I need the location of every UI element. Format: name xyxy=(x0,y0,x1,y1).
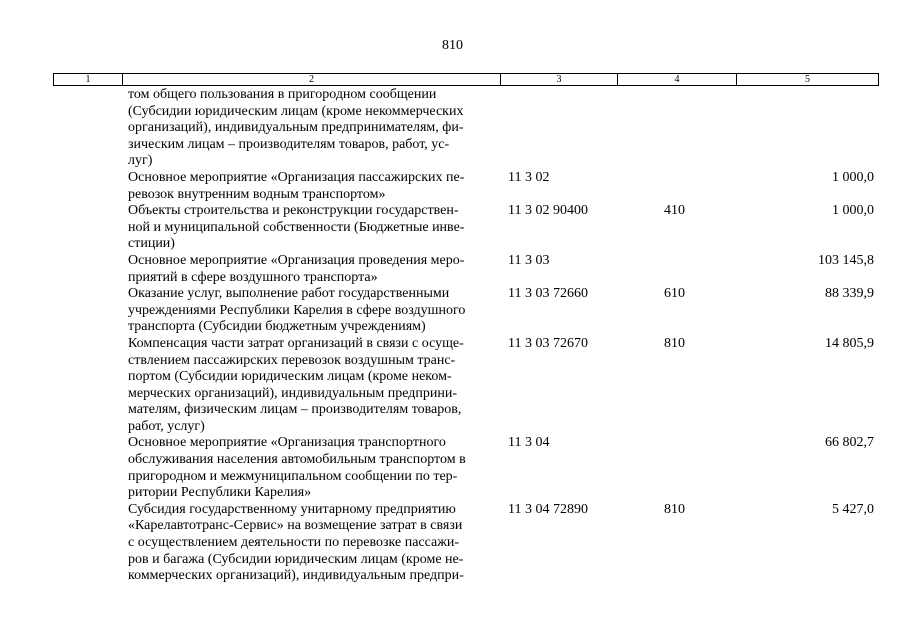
table-row xyxy=(0,87,905,170)
row-description: Основное мероприятие «Организация пассажирских пе- ревозок внутренним водным транспортом» xyxy=(128,169,465,202)
row-amount: 1 000,0 xyxy=(832,169,874,185)
row-code: 11 3 04 xyxy=(508,435,550,451)
row-code: 11 3 03 xyxy=(508,252,550,268)
row-description: Компенсация части затрат организаций в связи с осуще- ствлением пассажирских перевозок воздушным транс- портом (Субсидии юридическим лицам (кроме неком- мерческих организаций), индивидуальным предприни- мателям, физическим лицам – производителям товаров, работ, услуг) xyxy=(128,335,464,434)
row-amount: 103 145,8 xyxy=(818,252,874,268)
table-body xyxy=(0,87,905,585)
table-row xyxy=(0,502,905,585)
header-col-4: 4 xyxy=(618,74,737,85)
row-code: 11 3 02 90400 xyxy=(508,203,588,219)
header-col-1: 1 xyxy=(54,74,123,85)
table-row xyxy=(0,203,905,253)
table-row xyxy=(0,253,905,286)
header-col-3: 3 xyxy=(501,74,618,85)
row-expense-type xyxy=(664,253,734,286)
row-description: Основное мероприятие «Организация транспортного обслуживания населения автомобильным транспортом в пригородном и межмуниципальном сообщении по тер- ритории Республики Карелия» xyxy=(128,435,466,501)
row-amount: 5 427,0 xyxy=(832,501,874,517)
table-row xyxy=(0,286,905,336)
row-expense-type: 610 xyxy=(664,286,685,302)
header-col-2: 2 xyxy=(123,74,501,85)
row-code: 11 3 03 72660 xyxy=(508,286,588,302)
row-amount xyxy=(734,87,874,170)
row-amount: 66 802,7 xyxy=(825,435,874,451)
table-header xyxy=(53,73,879,86)
row-description: Субсидия государственному унитарному предприятию «Карелавтотранс-Сервис» на возмещение затрат в связи с осуществлением деятельности по перевозке пассажи- ров и багажа (Субсидии юридическим лицам (кроме не- коммерческих организаций), индивидуальным предпри- xyxy=(128,501,464,584)
row-description: Основное мероприятие «Организация проведения меро- приятий в сфере воздушного транспорта» xyxy=(128,252,465,285)
row-expense-type: 810 xyxy=(664,335,685,351)
table-row xyxy=(0,170,905,203)
row-code xyxy=(508,87,608,170)
row-amount: 1 000,0 xyxy=(832,203,874,219)
row-description: том общего пользования в пригородном сообщении (Субсидии юридическим лицам (кроме некоммерческих организаций), индивидуальным предпринимателям, фи- зическим лицам – производителям товаров, работ, ус- луг) xyxy=(128,87,464,169)
row-expense-type xyxy=(664,87,734,170)
row-code: 11 3 03 72670 xyxy=(508,335,588,351)
row-code: 11 3 04 72890 xyxy=(508,501,588,517)
row-amount: 14 805,9 xyxy=(825,335,874,351)
row-expense-type xyxy=(664,435,734,501)
row-amount: 88 339,9 xyxy=(825,286,874,302)
row-expense-type: 410 xyxy=(664,203,685,219)
table-row xyxy=(0,435,905,501)
row-expense-type xyxy=(664,170,734,203)
row-expense-type: 810 xyxy=(664,501,685,517)
row-description: Объекты строительства и реконструкции государствен- ной и муниципальной собственности (Бюджетные инве- стиции) xyxy=(128,203,465,252)
table-row xyxy=(0,336,905,436)
header-col-5: 5 xyxy=(805,74,810,85)
page-number: 810 xyxy=(442,38,463,53)
row-code: 11 3 02 xyxy=(508,169,550,185)
row-description: Оказание услуг, выполнение работ государственными учреждениями Республики Карелия в сфере воздушного транспорта (Субсидии бюджетным учреждениям) xyxy=(128,286,466,335)
